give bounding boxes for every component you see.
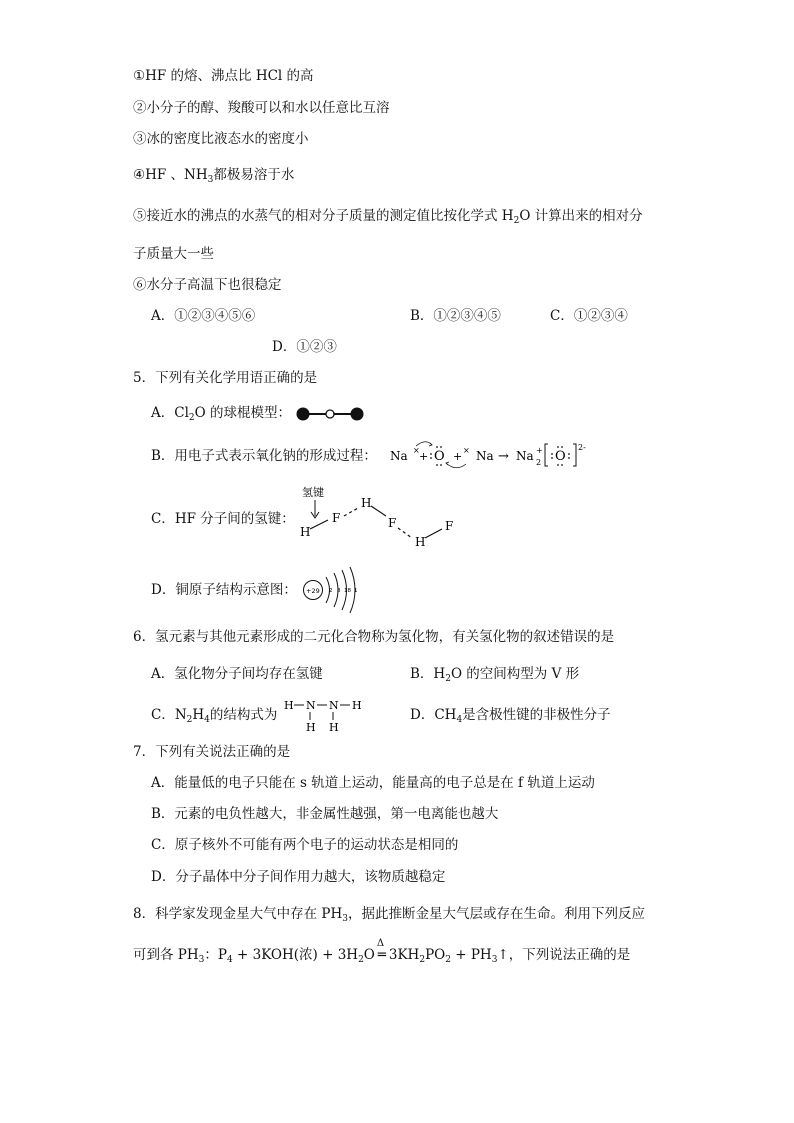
q4-item-3: ③冰的密度比液态水的密度小 (133, 131, 309, 147)
q8-l2-sub3: 2 (358, 955, 364, 965)
ball-stick-model-icon (295, 406, 365, 422)
nucleus-charge: +29 (306, 587, 320, 595)
q6-c-mid: H (192, 707, 205, 723)
q8-l2-sub5: 2 (445, 955, 451, 965)
q8-line-1 (133, 904, 645, 929)
eq-oxygen: O (434, 449, 445, 464)
svg-text:×: × (463, 446, 470, 455)
q8-l1-tail: ，据此推断金星大气层或存在生命。利用下列反应 (347, 906, 645, 922)
q5-a-tail: O 的球棍模型： (194, 405, 291, 421)
q8-l2-a: 可到各 PH (133, 947, 199, 963)
q8-l2-sub1: 3 (198, 955, 205, 965)
q5-a-text: A．Cl (151, 405, 189, 421)
q5-d-text: D．铜原子结构示意图： (151, 582, 297, 598)
svg-text:×: × (413, 446, 420, 455)
q4-option-a[interactable]: A．①②③④⑤⑥ (151, 308, 256, 324)
q4-item-4-tail: 都极易溶于水 (213, 167, 295, 183)
q8-l2-sub6: 3 (491, 955, 498, 965)
q6-c-sub1: 2 (186, 715, 193, 725)
q6-option-a[interactable]: A．氢化物分子间均存在氢键 (151, 666, 323, 682)
q5-option-b[interactable] (151, 446, 377, 466)
atom-h-2: H (361, 496, 372, 510)
q4-item-5-text: ⑤接近水的沸点的水蒸气的相对分子质量的测定值比按化学式 H (133, 208, 514, 224)
q8-l2-g: + PH (450, 947, 492, 963)
q7-option-b[interactable]: B．元素的电负性越大，非金属性越强，第一电离能也越大 (151, 806, 499, 822)
n2h4-structure-diagram (280, 692, 366, 736)
q8-l2-e: 3KH (388, 947, 420, 963)
eq-na-left: Na (390, 449, 408, 463)
q8-l2-c: + 3KOH(浓) + 3H (232, 947, 359, 963)
eq-ion-charge: 2- (578, 443, 586, 452)
n2h4-h-bottom-2: H (329, 721, 339, 734)
q8-l2-sub4: 2 (419, 955, 426, 965)
q6-c-sub2: 4 (204, 715, 210, 725)
eq-product-sub: 2 (536, 458, 542, 467)
atom-h-3: H (415, 535, 426, 549)
heat-equals-sign: Δ ═ (375, 945, 389, 965)
shell-4-count: 1 (354, 588, 358, 594)
n2h4-n-1: N (306, 699, 316, 712)
q6-option-c[interactable] (151, 705, 277, 730)
q8-l2-h: ↑，下列说法正确的是 (497, 947, 631, 963)
q8-l2-sub2: 4 (226, 955, 233, 965)
q5-stem: 5．下列有关化学用语正确的是 (133, 370, 318, 386)
n2h4-h-right: H (352, 699, 362, 712)
q4-item-6: ⑥水分子高温下也很稳定 (133, 277, 282, 293)
electron-formation-diagram (386, 436, 596, 476)
eq-plus-2: + (453, 450, 463, 463)
q4-option-d[interactable]: D．①②③ (272, 339, 337, 355)
copper-atom-structure-diagram (300, 565, 366, 615)
q5-option-a[interactable] (151, 403, 365, 428)
q6-option-d[interactable] (410, 705, 611, 730)
n2h4-h-bottom-1: H (306, 721, 316, 734)
hbond-label: 氢键 (302, 486, 324, 499)
q8-l2-f: PO (425, 947, 446, 963)
q4-item-5-cont: 子质量大一些 (133, 246, 214, 262)
q8-l1-text: 8．科学家发现金星大气中存在 PH (133, 906, 343, 922)
q4-item-2: ②小分子的醇、羧酸可以和水以任意比互溶 (133, 100, 390, 116)
eq-plus-1: + (419, 450, 429, 463)
heat-delta-icon: Δ (376, 938, 385, 949)
q6-option-b[interactable] (410, 664, 579, 689)
q6-c-text: C．N (151, 707, 187, 723)
q8-l2-b: ：P (204, 947, 227, 963)
q4-item-4-sub: 3 (207, 175, 214, 185)
q6-b-sub: 2 (445, 674, 451, 684)
shell-3-count: 18 (344, 588, 351, 594)
q6-d-sub: 4 (456, 715, 463, 725)
q8-line-2 (133, 938, 631, 970)
n2h4-n-2: N (329, 699, 339, 712)
q6-d-text: D．CH (410, 707, 457, 723)
eq-product-na: Na (516, 449, 534, 463)
q4-item-5 (133, 206, 643, 231)
atom-f-1: F (332, 511, 341, 525)
q8-l1-sub: 3 (342, 914, 348, 924)
q5-c-text: C．HF 分子间的氢键： (151, 511, 295, 527)
q6-b-tail: O 的空间构型为 V 形 (450, 666, 580, 682)
q4-item-4-text: ④HF 、NH (133, 167, 208, 183)
hydrogen-bond-diagram (294, 484, 464, 552)
shell-1-count: 2 (329, 588, 333, 594)
q5-option-c[interactable] (151, 509, 295, 529)
n2h4-h-left: H (284, 699, 294, 712)
q5-b-text: B．用电子式表示氧化钠的形成过程： (151, 448, 377, 464)
shell-2-count: 8 (337, 588, 341, 594)
eq-product-sup: + (536, 446, 543, 455)
q4-item-1: ①HF 的熔、沸点比 HCl 的高 (133, 68, 314, 84)
q4-option-b[interactable]: B．①②③④⑤ (410, 308, 501, 324)
atom-f-2: F (388, 516, 397, 530)
q5-option-d[interactable] (151, 580, 297, 600)
q6-stem: 6．氢元素与其他元素形成的二元化合物称为氢化物，有关氢化物的叙述错误的是 (133, 629, 615, 645)
q4-item-5-tail: O 计算出来的相对分 (519, 208, 643, 224)
eq-ion-oxygen: O (555, 449, 566, 464)
q7-option-c[interactable]: C．原子核外不可能有两个电子的运动状态是相同的 (151, 837, 459, 853)
q4-item-5-sub: 2 (513, 216, 520, 226)
q8-l2-d: O (363, 947, 375, 963)
eq-na-right: Na (476, 449, 494, 463)
eq-arrow: → (498, 449, 509, 464)
q6-c-tail: 的结构式为 (209, 707, 278, 723)
q6-b-text: B．H (410, 666, 446, 682)
atom-f-3: F (445, 519, 454, 533)
q4-item-4 (133, 165, 294, 190)
q4-option-c[interactable]: C．①②③④ (550, 308, 628, 324)
q5-a-sub: 2 (188, 413, 195, 423)
q7-option-d[interactable]: D．分子晶体中分子间作用力越大，该物质越稳定 (151, 869, 446, 885)
q7-option-a[interactable]: A．能量低的电子只能在 s 轨道上运动，能量高的电子总是在 f 轨道上运动 (151, 775, 595, 791)
q7-stem: 7．下列有关说法正确的是 (133, 744, 291, 760)
atom-h-1: H (300, 525, 311, 539)
q6-d-tail: 是含极性键的非极性分子 (462, 707, 611, 723)
